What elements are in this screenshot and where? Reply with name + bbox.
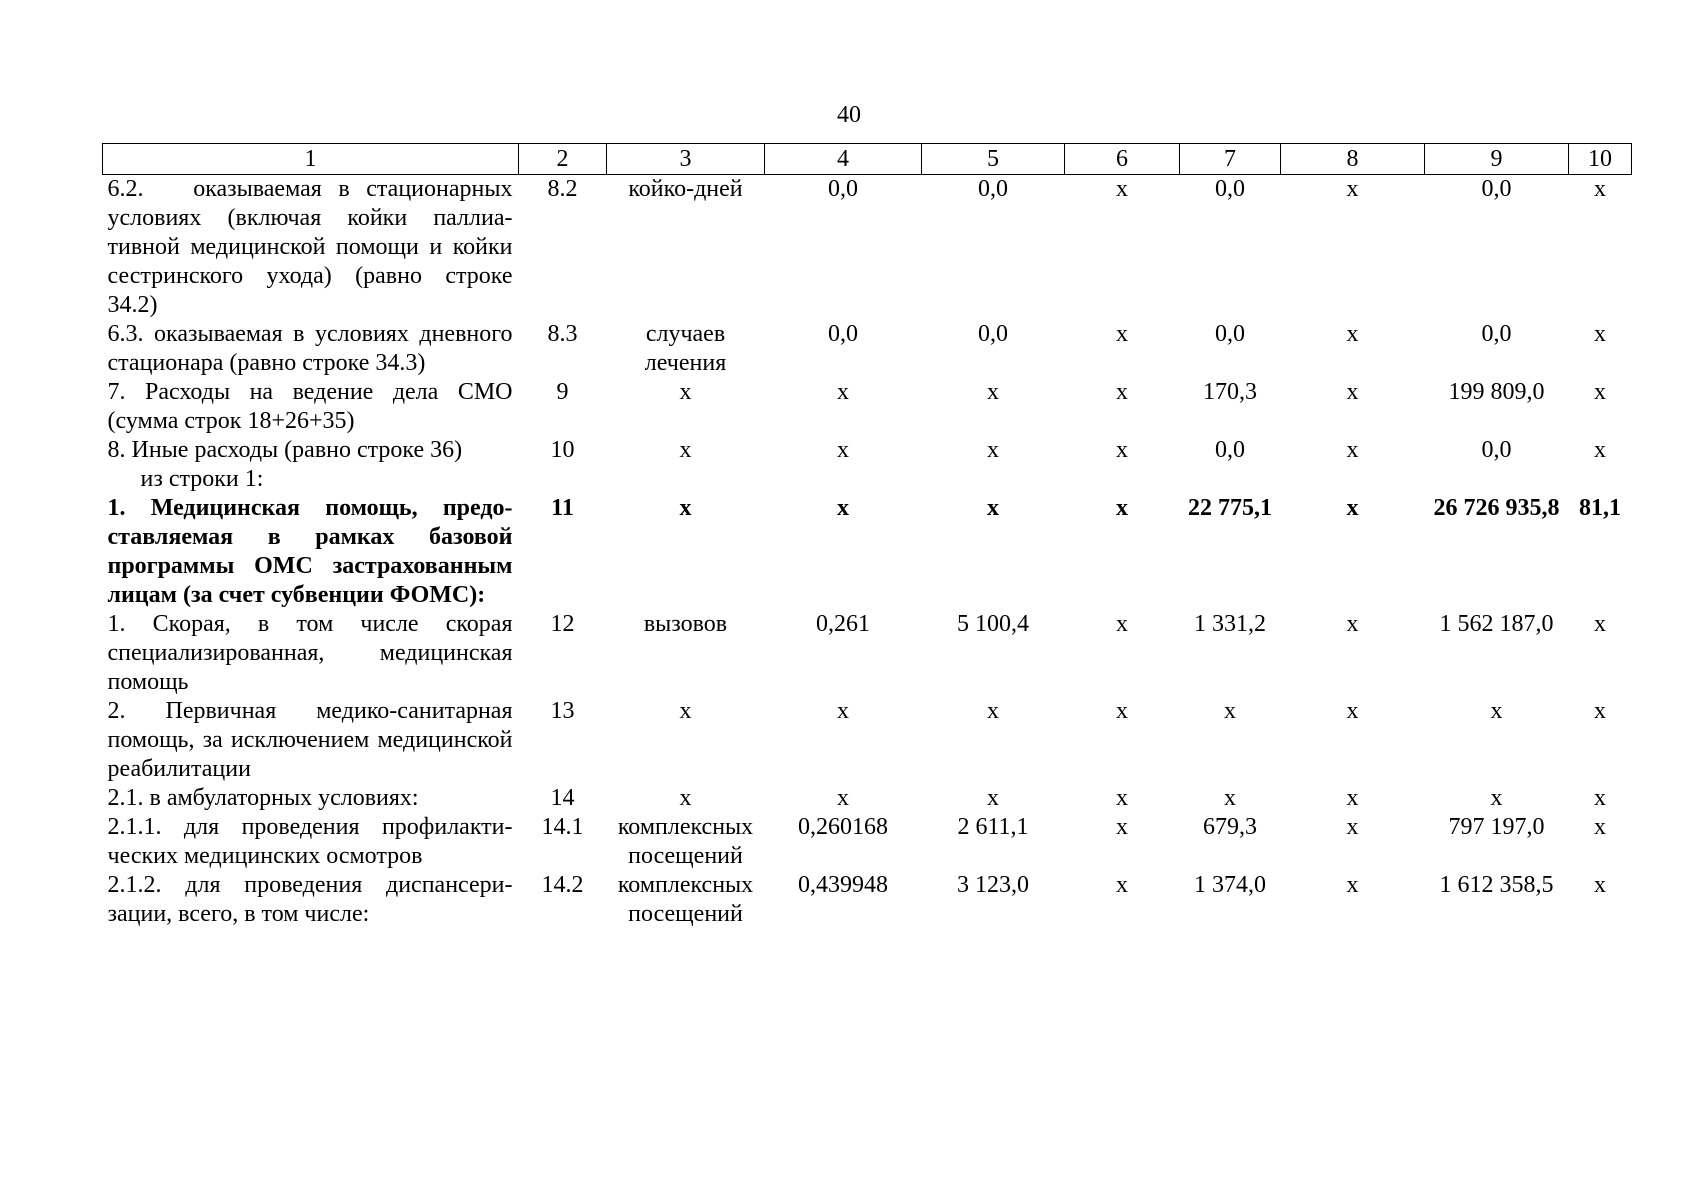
value-cell: х: [837, 379, 849, 405]
table-row: [103, 871, 1632, 929]
value-cell: 1 612 358,5: [1439, 872, 1554, 898]
row-description: 2.1. в амбулаторных условиях:: [107, 785, 419, 811]
unit-cell: койко-дней: [628, 176, 743, 202]
value-cell: х: [1116, 785, 1128, 811]
value-cell: х: [1594, 785, 1606, 811]
value-cell: [1281, 465, 1425, 494]
value-cell: 199 809,0: [1448, 379, 1545, 405]
row-code: 13: [550, 698, 575, 724]
value-cell: [1180, 465, 1281, 494]
value-cell: х: [1346, 785, 1359, 811]
value-cell: х: [1594, 321, 1606, 347]
table-row: [103, 465, 1632, 494]
unit-cell: комплексных посещений: [617, 814, 754, 869]
unit-cell: случаев лечения: [644, 321, 727, 376]
value-cell: х: [1490, 698, 1503, 724]
value-cell: 0,0: [1215, 321, 1245, 347]
value-cell: х: [987, 698, 999, 724]
table-header: [103, 144, 1632, 175]
value-cell: [1569, 465, 1632, 494]
value-cell: 26 726 935,8: [1433, 495, 1560, 521]
value-cell: 22 775,1: [1188, 495, 1272, 521]
value-cell: 797 197,0: [1448, 814, 1545, 840]
value-cell: х: [1116, 495, 1128, 521]
row-description: 7. Расходы на ведение дела СМО (сумма строк 18+26+35): [107, 379, 513, 434]
row-description: 6.3. оказываемая в условиях дневного стационара (равно строке 34.3): [107, 321, 513, 376]
value-cell: 0,0: [1481, 437, 1512, 463]
value-cell: 0,0: [1481, 321, 1512, 347]
value-cell: х: [1594, 611, 1606, 637]
value-cell: 5 100,4: [957, 611, 1029, 637]
value-cell: х: [1116, 437, 1128, 463]
unit-cell: х: [679, 495, 692, 521]
value-cell: х: [1346, 379, 1359, 405]
value-cell: х: [1346, 698, 1359, 724]
value-cell: 679,3: [1203, 814, 1257, 840]
row-code: 14.1: [541, 814, 584, 840]
value-cell: х: [1594, 437, 1606, 463]
data-table: [102, 143, 1632, 929]
value-cell: х: [1116, 176, 1128, 202]
value-cell: 170,3: [1203, 379, 1257, 405]
row-code: 10: [550, 437, 575, 463]
value-cell: х: [1594, 814, 1606, 840]
table-body: [103, 175, 1632, 930]
value-cell: х: [1116, 611, 1128, 637]
row-code: 8.2: [547, 176, 578, 202]
value-cell: 0,0: [828, 321, 858, 347]
value-cell: х: [1594, 379, 1606, 405]
value-cell: х: [987, 785, 999, 811]
value-cell: х: [837, 495, 849, 521]
value-cell: 0,0: [978, 321, 1008, 347]
value-cell: х: [1490, 785, 1503, 811]
table-row: [103, 813, 1632, 871]
column-header: 5: [922, 144, 1065, 175]
row-description: 1. Скорая, в том числе скорая специализированная, медицинская помощь: [107, 611, 513, 695]
value-cell: [1425, 465, 1569, 494]
row-description: 1. Медицинская помощь, предоставляемая в рамках базовой программы ОМС застрахованным лицам (за счет субвенции ФОМС):: [107, 495, 513, 608]
value-cell: х: [1224, 698, 1236, 724]
value-cell: 3 123,0: [957, 872, 1029, 898]
value-cell: 0,0: [1215, 437, 1245, 463]
value-cell: х: [1116, 698, 1128, 724]
value-cell: 1 331,2: [1194, 611, 1266, 637]
value-cell: [765, 465, 922, 494]
value-cell: 0,0: [978, 176, 1008, 202]
row-code: 8.3: [547, 321, 578, 347]
table-row: [103, 784, 1632, 813]
unit-cell: х: [679, 379, 692, 405]
row-description: 2. Первичная медико-санитарная помощь, за исключением медицинской реабилитации: [107, 698, 513, 782]
row-code: 12: [550, 611, 575, 637]
table-row: [103, 610, 1632, 697]
value-cell: 0,260168: [798, 814, 888, 840]
unit-cell: х: [679, 698, 692, 724]
value-cell: х: [1116, 379, 1128, 405]
row-description: из строки 1:: [140, 466, 264, 492]
value-cell: х: [1594, 872, 1606, 898]
row-code: 11: [551, 495, 574, 521]
column-number-row: [103, 144, 1632, 175]
table-row: [103, 378, 1632, 436]
value-cell: х: [1346, 495, 1359, 521]
value-cell: х: [1594, 698, 1606, 724]
row-description: 8. Иные расходы (равно строке 36): [107, 437, 463, 463]
value-cell: х: [1346, 814, 1359, 840]
table-row: [103, 697, 1632, 784]
column-header: 8: [1281, 144, 1425, 175]
value-cell: [922, 465, 1065, 494]
value-cell: х: [1346, 611, 1359, 637]
row-description: 6.2. оказываемая в стационарных условиях (включая койки паллиативной медицинской помощи и койки сестринского ухода) (равно строке 34.2): [107, 176, 513, 318]
value-cell: х: [1346, 321, 1359, 347]
column-header: 9: [1425, 144, 1569, 175]
column-header: 4: [765, 144, 922, 175]
unit-cell: х: [679, 785, 692, 811]
value-cell: х: [1116, 814, 1128, 840]
value-cell: 0,0: [1215, 176, 1245, 202]
value-cell: х: [1224, 785, 1236, 811]
column-header: 7: [1180, 144, 1281, 175]
row-description: 2.1.1. для проведения профилактических медицинских осмотров: [107, 814, 513, 869]
unit-cell: комплексных посещений: [617, 872, 754, 927]
value-cell: х: [837, 437, 849, 463]
unit-cell: вызовов: [643, 611, 728, 637]
table-row: [103, 320, 1632, 378]
value-cell: х: [1116, 321, 1128, 347]
value-cell: 0,0: [828, 176, 858, 202]
column-header: 3: [607, 144, 765, 175]
row-code: 14: [550, 785, 575, 811]
value-cell: х: [837, 785, 849, 811]
row-code: 14.2: [541, 872, 584, 898]
value-cell: 1 562 187,0: [1439, 611, 1554, 637]
unit-cell: [607, 465, 765, 494]
row-description: 2.1.2. для проведения диспансеризации, всего, в том числе:: [107, 872, 513, 927]
unit-cell: х: [679, 437, 692, 463]
table-row: [103, 175, 1632, 321]
value-cell: [1065, 465, 1180, 494]
value-cell: 81,1: [1579, 495, 1621, 521]
value-cell: х: [1346, 176, 1359, 202]
value-cell: 1 374,0: [1194, 872, 1266, 898]
value-cell: 2 611,1: [957, 814, 1029, 840]
value-cell: х: [1594, 176, 1606, 202]
table-row: [103, 494, 1632, 610]
value-cell: 0,261: [816, 611, 870, 637]
value-cell: х: [1346, 872, 1359, 898]
column-header: 2: [519, 144, 607, 175]
value-cell: 0,439948: [798, 872, 888, 898]
value-cell: х: [1116, 872, 1128, 898]
column-header: 6: [1065, 144, 1180, 175]
value-cell: х: [837, 698, 849, 724]
value-cell: х: [1346, 437, 1359, 463]
page-number: 40: [837, 102, 861, 128]
column-header: 10: [1569, 144, 1632, 175]
value-cell: х: [987, 495, 999, 521]
value-cell: 0,0: [1481, 176, 1512, 202]
value-cell: х: [987, 437, 999, 463]
table-row: [103, 436, 1632, 465]
column-header: 1: [103, 144, 519, 175]
value-cell: х: [987, 379, 999, 405]
row-code: 9: [556, 379, 569, 405]
row-code: [519, 465, 607, 494]
